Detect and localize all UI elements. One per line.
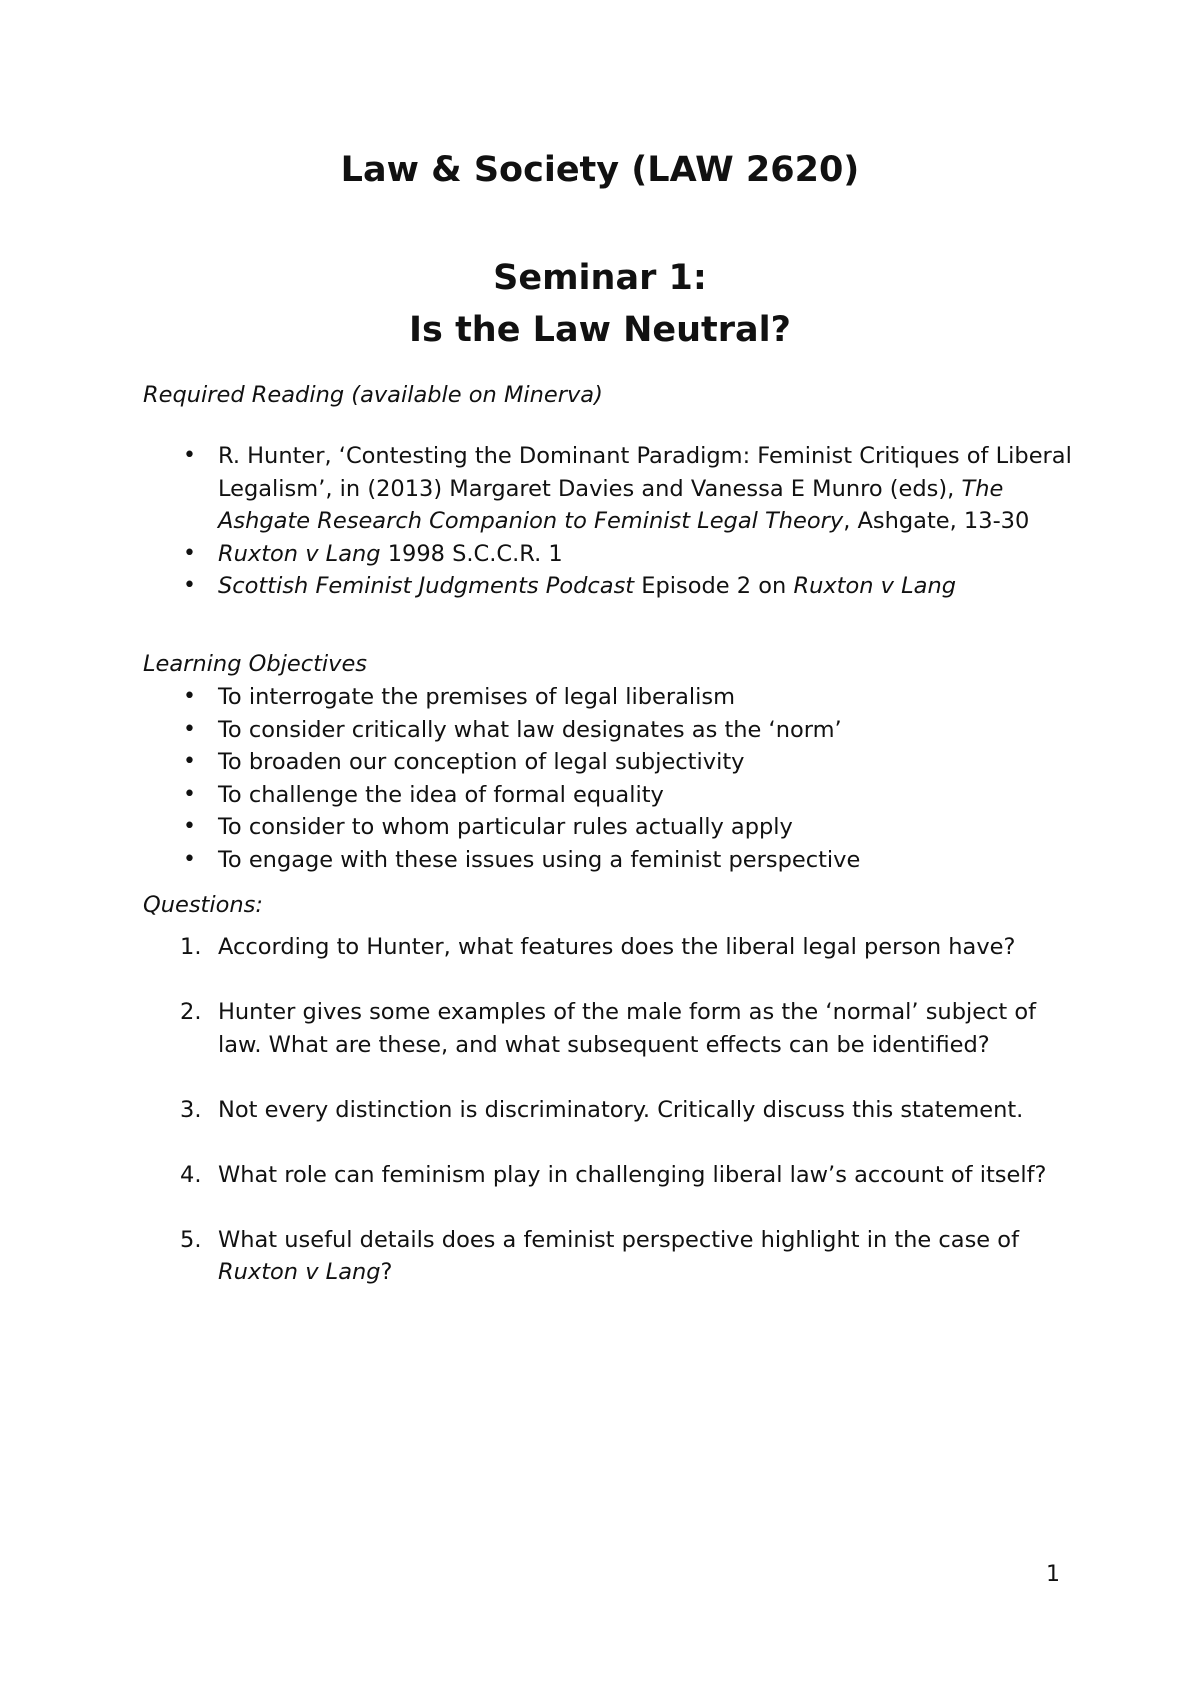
seminar-heading — [0, 252, 1200, 356]
learning-objectives-label: Learning Objectives — [143, 651, 368, 677]
text-segment: According to Hunter, what features does the liberal legal person have? — [218, 934, 1016, 960]
italic-citation: Ruxton v Lang — [218, 1259, 381, 1285]
question-number: 3. — [180, 1096, 202, 1123]
objective-item: • To consider critically what law designates as the ‘norm’ — [143, 714, 1083, 747]
text-segment: R. Hunter, ‘Contesting the Dominant Paradigm: Feminist Critiques of Liberal Legalism’, in (2013) Margaret Davies and Vanessa E Munro (eds), — [218, 443, 1072, 502]
seminar-number: Seminar 1: — [493, 258, 707, 298]
text-segment: Episode 2 on — [634, 573, 794, 599]
document-title: Law & Society (LAW 2620) — [340, 150, 860, 190]
reading-item — [143, 440, 1083, 538]
question-item — [143, 1159, 1083, 1192]
reading-item — [143, 570, 1083, 603]
question-number: 4. — [180, 1161, 202, 1188]
text-segment: , Ashgate, 13-30 — [843, 508, 1030, 534]
question-item — [143, 931, 1083, 964]
objective-item: • To engage with these issues using a feminist perspective — [143, 844, 1083, 877]
italic-citation: Ruxton v Lang — [793, 573, 956, 599]
objective-item: • To challenge the idea of formal equality — [143, 779, 1083, 812]
question-number: 5. — [180, 1226, 202, 1253]
question-item — [143, 1094, 1083, 1127]
question-item — [143, 1224, 1083, 1289]
questions-label: Questions: — [143, 892, 263, 918]
objective-item: • To broaden our conception of legal subjectivity — [143, 746, 1083, 779]
page-number: 1 — [1046, 1562, 1060, 1587]
italic-citation: Scottish Feminist Judgments Podcast — [218, 573, 635, 599]
required-reading-label: Required Reading (available on Minerva) — [143, 382, 603, 408]
question-number: 1. — [180, 934, 202, 960]
reading-item — [143, 538, 1083, 571]
text-segment: What role can feminism play in challenging liberal law’s account of itself? — [218, 1161, 1047, 1188]
objective-item: • To interrogate the premises of legal liberalism — [143, 681, 1083, 714]
italic-citation: Ruxton v Lang — [218, 540, 381, 567]
learning-objectives-list — [143, 681, 1083, 876]
text-segment: 1998 S.C.C.R. 1 — [380, 540, 563, 567]
text-segment: ? — [380, 1259, 393, 1285]
required-reading-list — [143, 440, 1083, 603]
text-segment: Not every distinction is discriminatory. Critically discuss this statement. — [218, 1096, 1024, 1123]
seminar-title: Is the Law Neutral? — [409, 310, 791, 350]
objective-item: • To consider to whom particular rules actually apply — [143, 811, 1083, 844]
question-number: 2. — [180, 999, 202, 1025]
italic-citation: The Ashgate Research Companion to Feminist Legal Theory — [218, 475, 1004, 534]
text-segment: What useful details does a feminist perspective highlight in the case of — [218, 1226, 1019, 1253]
question-item — [143, 996, 1083, 1061]
questions-list — [143, 931, 1083, 1321]
text-segment: Hunter gives some examples of the male form as the ‘normal’ subject of law. What are these, and what subsequent effects can be identified? — [218, 999, 1037, 1058]
